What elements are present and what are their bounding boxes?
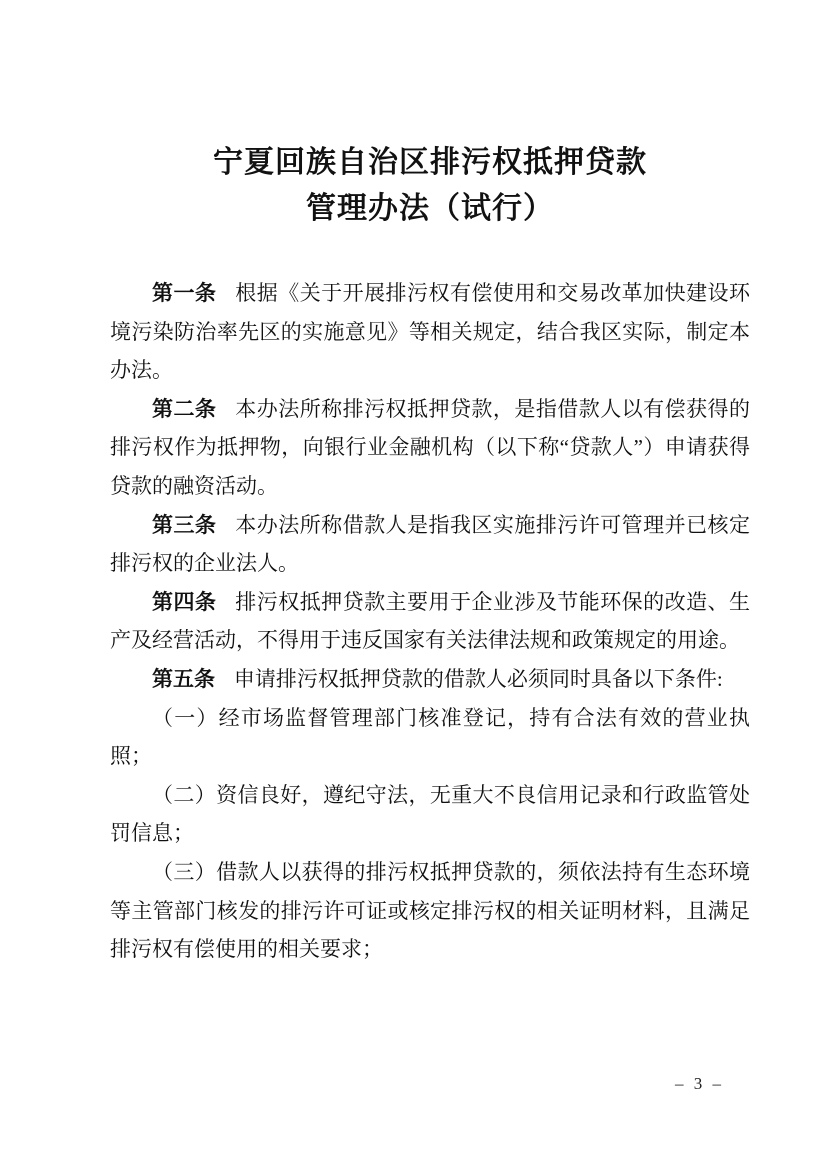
- condition-paragraph-3: （三）借款人以获得的排污权抵押贷款的，须依法持有生态环境等主管部门核发的排污许可证或核定排污权的相关证明材料，且满足排污权有偿使用的相关要求；: [110, 859, 750, 962]
- article-paragraph-1: [110, 274, 750, 390]
- article-paragraph-2: [110, 390, 750, 506]
- article-4-text: 排污权抵押贷款主要用于企业涉及节能环保的改造、生产及经营活动，不得用于违反国家有关法律法规和政策规定的用途。: [110, 589, 751, 653]
- article-paragraph-5: [110, 660, 750, 699]
- article-3-label: 第三条: [152, 512, 217, 537]
- page-number: – 3 –: [675, 1074, 724, 1093]
- article-5-label: 第五条: [152, 666, 215, 691]
- article-paragraph-3: [110, 506, 750, 583]
- condition-paragraph-1: （一）经市场监督管理部门核准登记，持有合法有效的营业执照；: [110, 705, 750, 769]
- article-1-label: 第一条: [152, 281, 217, 305]
- article-paragraph-4: [110, 583, 750, 660]
- title-line-2: 管理办法（试行）: [306, 192, 554, 225]
- document-title: [110, 140, 750, 232]
- title-line-1: 宁夏回族自治区排污权抵押贷款: [213, 146, 647, 179]
- article-1-text: 根据《关于开展排污权有偿使用和交易改革加快建设环境污染防治率先区的实施意见》等相关规定，结合我区实际，制定本办法。: [110, 281, 751, 383]
- article-4-label: 第四条: [152, 589, 217, 614]
- document-body: [110, 274, 750, 969]
- article-3-text: 本办法所称借款人是指我区实施排污许可管理并已核定排污权的企业法人。: [110, 512, 751, 576]
- page-content: [110, 140, 750, 969]
- article-2-text: 本办法所称排污权抵押贷款，是指借款人以有偿获得的排污权作为抵押物，向银行业金融机构（以下称“贷款人”）申请获得贷款的融资活动。: [110, 396, 751, 498]
- article-5-text: 申请排污权抵押贷款的借款人必须同时具备以下条件:: [233, 666, 723, 691]
- condition-paragraph-2: （二）资信良好，遵纪守法，无重大不良信用记录和行政监管处罚信息；: [110, 782, 750, 846]
- article-2-label: 第二条: [152, 396, 217, 421]
